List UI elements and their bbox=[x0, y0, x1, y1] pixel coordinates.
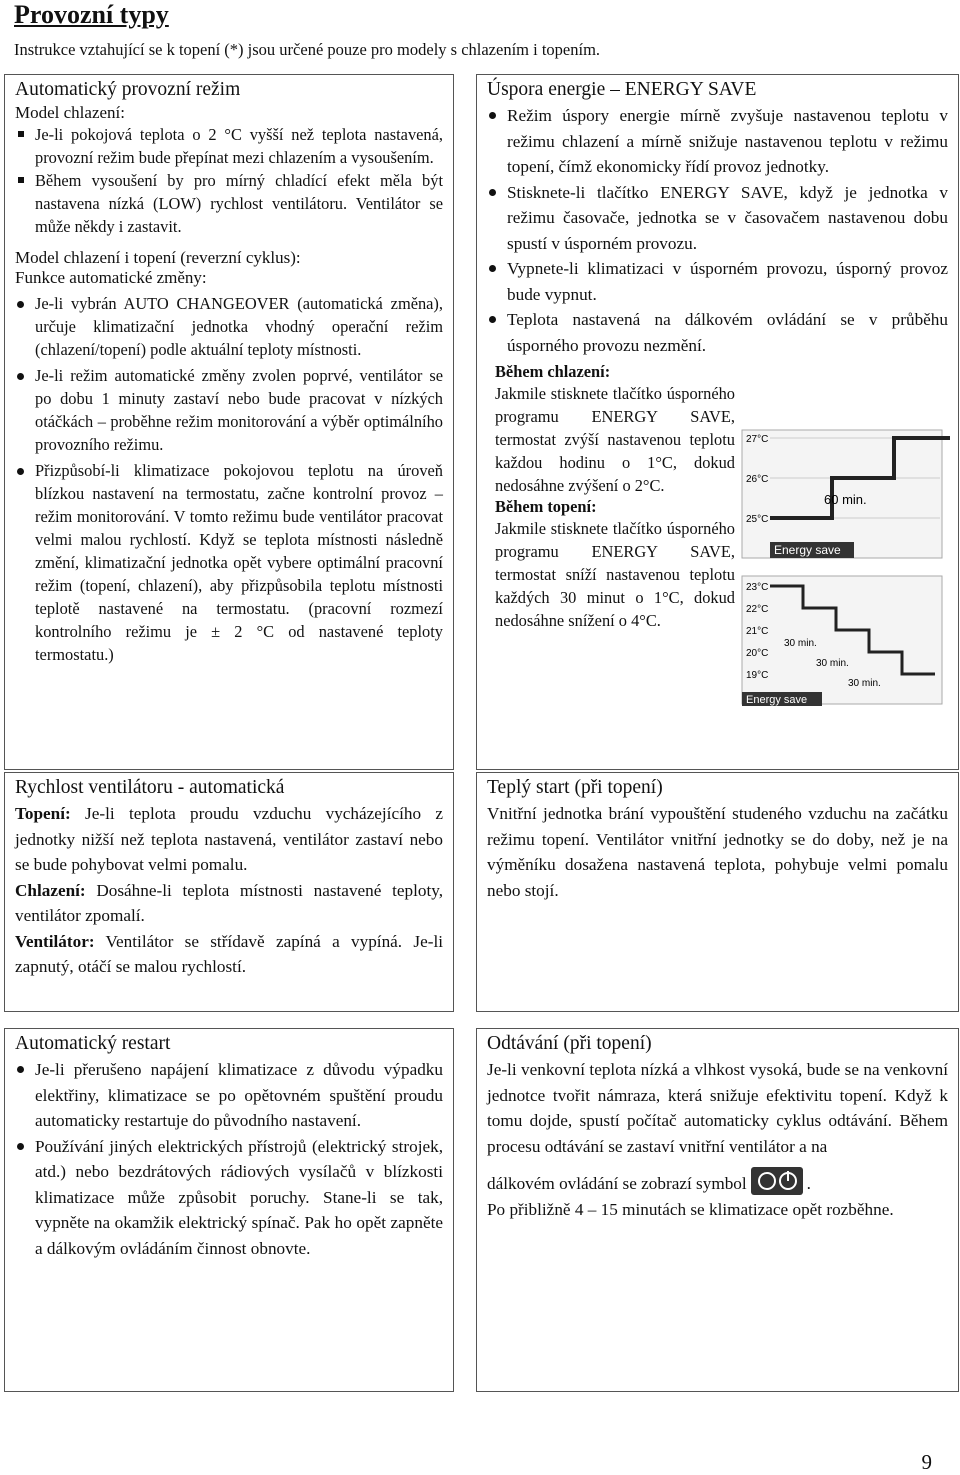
model-cool-label: Model chlazení: bbox=[15, 103, 125, 122]
auto-restart-title: Automatický restart bbox=[15, 1033, 171, 1054]
defrost-box bbox=[476, 1028, 959, 1392]
defrost-title: Odtávání (při topení) bbox=[487, 1033, 652, 1054]
badge: Energy save bbox=[774, 543, 841, 557]
list-item: Přizpůsobí-li klimatizace pokojovou teplotu na úroveň blízkou nastavení na termostatu, začne kontrolní provoz – režim monitorování. V tomto režimu bude ventilátor pracovat velmi malou rychlostí. Když se teplota místnosti následně změní, klimatizační jednotka opět vybere optimální pracovní režim (topení, chlazení), aby přizpůsobila teplotu místnosti teplotě nastavené na termostatu. (pracovní rozmezí kontrolního režimu je ± 2 °C od nastavené teploty termostatu.) bbox=[15, 459, 443, 666]
heat-label: Během topení: bbox=[495, 497, 597, 516]
list-item: Stisknete-li tlačítko ENERGY SAVE, když je jednotka v režimu časovače, jednotka se v časovačem nastavenou dobu spustí v úsporném provozu. bbox=[487, 180, 948, 257]
heat-text: Je-li teplota proudu vzduchu vycházejícího z jednotky nižší než teplota nastavená, ventilátor zastaví nebo se bude pohybovat velmi pomalu. bbox=[15, 804, 443, 874]
auto-restart-box bbox=[4, 1028, 454, 1392]
cool-label: Během chlazení: bbox=[495, 362, 611, 381]
list-item: Během vysoušení by pro mírný chladící efekt měla být nastavena nízká (LOW) rychlost ventilátoru. Ventilátor se může někdy i zastavit. bbox=[15, 169, 443, 238]
list-item: Teplota nastavená na dálkovém ovládání se v průběhu úsporného provozu nezmění. bbox=[487, 307, 948, 358]
tick-label: 21°C bbox=[746, 626, 769, 637]
list-item: Používání jiných elektrických přístrojů (elektrický strojek, atd.) nebo bezdrátových rádiových vysílačů v blízkosti klimatizace může způsobit poruchy. Stane-li se tak, vypněte na okamžik elektrický spínač. Pak ho opět zapněte a dálkovým ovládáním činnost obnovte. bbox=[15, 1134, 443, 1262]
tick-label: 23°C bbox=[746, 582, 769, 593]
badge: Energy save bbox=[746, 694, 808, 706]
intro-note: Instrukce vztahující se k topení (*) jsou určené pouze pro modely s chlazením i topením. bbox=[14, 40, 601, 59]
tick-label: 25°C bbox=[746, 514, 769, 525]
energy-save-title: Úspora energie – ENERGY SAVE bbox=[487, 79, 757, 100]
tick-label: 22°C bbox=[746, 604, 769, 615]
energy-items-list bbox=[487, 103, 948, 358]
warm-start-title: Teplý start (při topení) bbox=[487, 777, 663, 798]
tick-label: 27°C bbox=[746, 434, 769, 445]
list-item: Je-li režim automatické změny zvolen poprvé, ventilátor se po dobu 1 minuty zastaví nebo bude pracovat v nízkých otáčkách – proběhne režim monitorování a výběr optimálního provozního režimu. bbox=[15, 364, 443, 456]
tick-label: 19°C bbox=[746, 670, 769, 681]
warm-start-text: Vnitřní jednotka brání vypouštění studeného vzduchu na začátku režimu topení. Ventilátor vnitřní jednotky se do doby, než je na výměníku dosažena nastavená teplota, pohybuje velmi pomalu nebo stojí. bbox=[487, 804, 948, 900]
cool-energy-chart bbox=[740, 428, 950, 566]
list-item: Je-li vybrán AUTO CHANGEOVER (automatická změna), určuje klimatizační jednotka vhodný operační režim (chlazení/topení) podle aktuální teploty místnosti. bbox=[15, 292, 443, 361]
annotation: 60 min. bbox=[824, 492, 867, 507]
auto-mode-box bbox=[4, 74, 454, 770]
cool-text: Jakmile stisknete tlačítko úsporného programu ENERGY SAVE, termostat zvýší nastavenou teplotu každou hodinu o 1°C, dokud nedosáhne zvýšení o 2°C. bbox=[495, 384, 735, 495]
auto-mode-title: Automatický provozní režim bbox=[15, 79, 241, 100]
func-label: Funkce automatické změny: bbox=[15, 268, 207, 287]
fan-text: Ventilátor se střídavě zapíná a vypíná. Je-li zapnutý, otáčí se malou rychlostí. bbox=[15, 931, 443, 976]
defrost-text: Je-li venkovní teplota nízká a vlhkost vysoká, bude se na venkovní jednotce tvořit námraza, která snižuje efektivitu topení. Když k tomu dojde, spustí počítač automaticky cyklus odtávání. Během procesu odtávání se zastaví vnitřní ventilátor a na bbox=[487, 1060, 948, 1156]
cool-label: Chlazení: bbox=[15, 880, 86, 900]
tick-label: 20°C bbox=[746, 648, 769, 659]
annotation: 30 min. bbox=[816, 658, 849, 669]
cool-items-list bbox=[15, 123, 443, 238]
fan-speed-box bbox=[4, 772, 454, 1012]
chart-frame bbox=[742, 576, 942, 704]
page-number: 9 bbox=[921, 1450, 932, 1474]
defrost-text-3: Po přibližně 4 – 15 minutách se klimatizace opět rozběhne. bbox=[487, 1199, 894, 1219]
fan-speed-title: Rychlost ventilátoru - automatická bbox=[15, 777, 285, 798]
heat-energy-chart bbox=[740, 574, 950, 712]
list-item: Je-li pokojová teplota o 2 °C vyšší než teplota nastavená, provozní režim bude přepínat mezi chlazením a vysoušením. bbox=[15, 123, 443, 169]
heat-text: Jakmile stisknete tlačítko úsporného programu ENERGY SAVE, termostat sníží nastavenou teplotu každých 30 minut o 1°C, dokud nedosáhne snížení o 4°C. bbox=[495, 519, 735, 630]
both-items-list bbox=[15, 292, 443, 666]
warm-start-box bbox=[476, 772, 959, 1012]
list-item: Je-li přerušeno napájení klimatizace z důvodu výpadku elektřiny, klimatizace se po opětovném spuštění proudu automaticky restartuje do původního nastavení. bbox=[15, 1057, 443, 1134]
list-item: Vypnete-li klimatizaci v úsporném provozu, úsporný provoz bude vypnut. bbox=[487, 256, 948, 307]
page-title: Provozní typy bbox=[14, 0, 169, 29]
defrost-symbol-icon bbox=[751, 1167, 803, 1195]
annotation: 30 min. bbox=[848, 678, 881, 689]
fan-label: Ventilátor: bbox=[15, 931, 95, 951]
defrost-text-2: dálkovém ovládání se zobrazí symbol bbox=[487, 1174, 747, 1193]
heat-label: Topení: bbox=[15, 804, 71, 823]
list-item: Režim úspory energie mírně zvyšuje nastavenou teplotu v režimu chlazení a mírně snižuje nastavenou teplotu v režimu topení, čímž ekonomicky řídí provoz jednotky. bbox=[487, 103, 948, 180]
model-both-label: Model chlazení i topení (reverzní cyklus): bbox=[15, 248, 301, 267]
tick-label: 26°C bbox=[746, 474, 769, 485]
cool-text: Dosáhne-li teplota místnosti nastavené teploty, ventilátor zpomalí. bbox=[15, 880, 443, 925]
defrost-text-2-end: . bbox=[806, 1174, 811, 1193]
annotation: 30 min. bbox=[784, 638, 817, 649]
restart-items-list bbox=[15, 1057, 443, 1261]
